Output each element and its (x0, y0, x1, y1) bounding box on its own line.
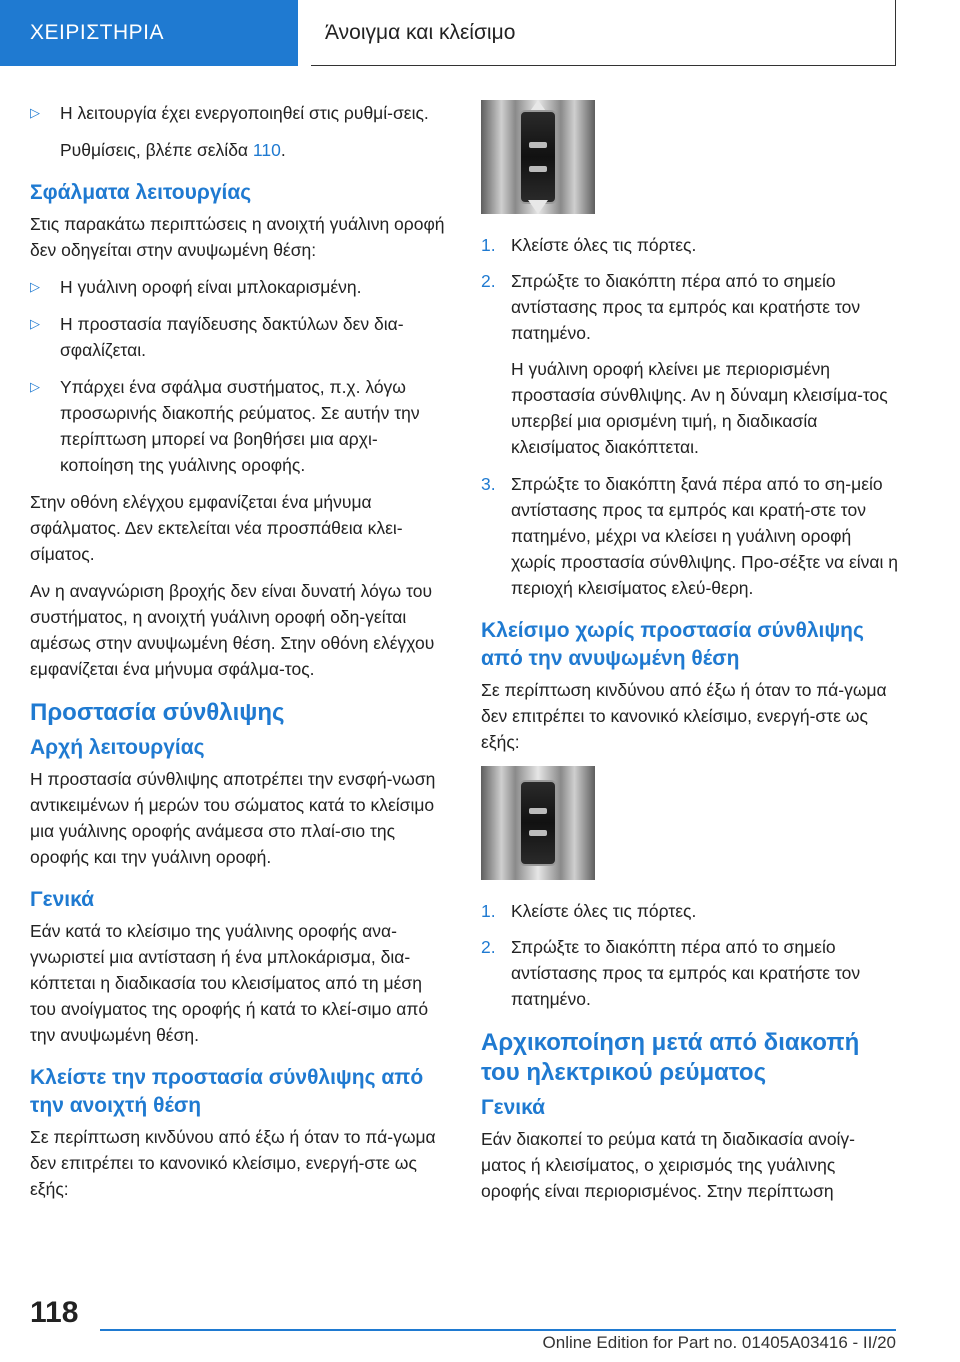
page-number: 118 (30, 1296, 79, 1329)
heading-close-raised: Κλείσιμο χωρίς προστασία σύνθλιψης από την ανυψωμένη θέση (481, 619, 864, 670)
triangle-right-icon: ▷ (30, 105, 40, 120)
step-note: Η γυάλινη οροφή κλείνει με περιορισμένη προστασία σύνθλιψης. Αν η δύναμη κλεισίμα-τος υπερβεί μια ορισμένη τιμή, η διαδικασία κλεισίματος διακόπτεται. (511, 359, 888, 457)
heading-faults: Σφάλματα λειτουργίας (30, 181, 252, 204)
footer-edition: Online Edition for Part no. 01405A03416 - II/20 (542, 1333, 896, 1352)
list-item: ▷ Η λειτουργία έχει ενεργοποιηθεί στις ρυθμί-σεις. (30, 100, 448, 126)
switch-knob (529, 830, 547, 836)
settings-ref: Ρυθμίσεις, βλέπε σελίδα 110. (60, 140, 286, 160)
switch-knob (529, 142, 547, 148)
list-item: 2. Σπρώξτε το διακόπτη πέρα από το σημείο αντίστασης προς τα εμπρός και κρατήστε τον πατημένο. (481, 937, 861, 1009)
list-item: ▷ Η προστασία παγίδευσης δακτύλων δεν δια-σφαλίζεται. (30, 311, 448, 363)
right-column (481, 100, 899, 1215)
header-chapter: Άνοιγμα και κλείσιμο (311, 0, 896, 66)
list-item: 2. Σπρώξτε το διακόπτη πέρα από το σημείο αντίστασης προς τα εμπρός και κρατήστε τον πατημένο. (481, 271, 861, 343)
switch-illustration (481, 100, 595, 214)
heading-general: Γενικά (30, 888, 95, 911)
heading-close-open: Κλείστε την προστασία σύνθλιψης από την ανοιχτή θέση (30, 1066, 424, 1117)
left-column (30, 100, 448, 1213)
list-item: 1. Κλείστε όλες τις πόρτες. (481, 901, 697, 921)
heading-principle: Αρχή λειτουργίας (30, 736, 205, 759)
arrow-down-icon (528, 200, 548, 214)
principle-text: Η προστασία σύνθλιψης αποτρέπει την ενσφή-νωση αντικειμένων ή μερών του σώματος κατά το κλείσιμο μια γυάλινης οροφής ανάμεσα στο πλαί-σιο της οροφής και την γυάλινη οροφή. (30, 769, 436, 867)
triangle-right-icon: ▷ (30, 316, 40, 331)
switch-knob (529, 166, 547, 172)
list-item: 3. Σπρώξτε το διακόπτη ξανά πέρα από το ση-μείο αντίστασης προς τα εμπρός και κρατή-στε τον πατημένο, μέχρι να κλείσει η γυάλινη οροφή χωρίς προστασία σύνθλιψης. Προ-σέξτε να είναι η περιοχή κλεισίματος ελεύ-θερη. (481, 474, 898, 598)
switch-knob (529, 808, 547, 814)
footer-divider (100, 1329, 896, 1331)
faults-rain: Αν η αναγνώριση βροχής δεν είναι δυνατή λόγω του συστήματος, η ανοιχτή γυάλινη οροφή οδη-γείται αμέσως στην ανυψωμένη θέση. Στην οθόνη ελέγχου εμφανίζεται ένα μήνυμα σφάλμα-τος. (30, 581, 435, 679)
roof-switch-panel (519, 780, 557, 866)
header-section: ΧΕΙΡΙΣΤΗΡΙΑ (0, 0, 298, 66)
triangle-right-icon: ▷ (30, 279, 40, 294)
heading-init: Αρχικοποίηση μετά από διακοπή του ηλεκτρικού ρεύματος (481, 1029, 860, 1086)
list-item: 1. Κλείστε όλες τις πόρτες. (481, 235, 697, 255)
init-text: Εάν διακοπεί το ρεύμα κατά τη διαδικασία ανοίγ-ματος ή κλεισίματος, ο χειρισμός της γυάλινης οροφής είναι περιορισμένος. Στην περίπτωση (481, 1129, 856, 1201)
list-item: ▷ Η γυάλινη οροφή είναι μπλοκαρισμένη. (30, 274, 448, 300)
heading-protection: Προστασία σύνθλιψης (30, 699, 285, 726)
heading-init-general: Γενικά (481, 1096, 546, 1119)
roof-switch-panel (519, 110, 557, 204)
faults-message: Στην οθόνη ελέγχου εμφανίζεται ένα μήνυμα σφάλματος. Δεν εκτελείται νέα προσπάθεια κλει-σίματος. (30, 492, 403, 564)
close-open-text: Σε περίπτωση κινδύνου από έξω ή όταν το πά-γωμα δεν επιτρέπει το κανονικό κλείσιμο, ενεργή-στε ως εξής: (30, 1127, 436, 1199)
list-item: ▷ Υπάρχει ένα σφάλμα συστήματος, π.χ. λόγω προσωρινής διακοπής ρεύματος. Σε αυτήν την περίπτωση μπορεί να βοηθήσει μια αρχι-κοποίηση της γυάλινης οροφής. (30, 374, 448, 478)
faults-intro: Στις παρακάτω περιπτώσεις η ανοιχτή γυάλινη οροφή δεν οδηγείται στην ανυψωμένη θέση: (30, 214, 445, 260)
general-text: Εάν κατά το κλείσιμο της γυάλινης οροφής ανα-γνωριστεί μια αντίσταση ή ένα μπλοκάρισμα, δια-κόπτεται η διαδικασία του κλεισίματος από τη μέση του ανοίγματος της οροφής ή κατά το κλεί-σιμο από την ανυψωμένη θέση. (30, 921, 429, 1045)
close-raised-text: Σε περίπτωση κινδύνου από έξω ή όταν το πά-γωμα δεν επιτρέπει το κανονικό κλείσιμο, ενεργή-στε ως εξής: (481, 680, 887, 752)
switch-illustration (481, 766, 595, 880)
triangle-right-icon: ▷ (30, 379, 40, 394)
page-link[interactable]: 110 (252, 140, 281, 160)
